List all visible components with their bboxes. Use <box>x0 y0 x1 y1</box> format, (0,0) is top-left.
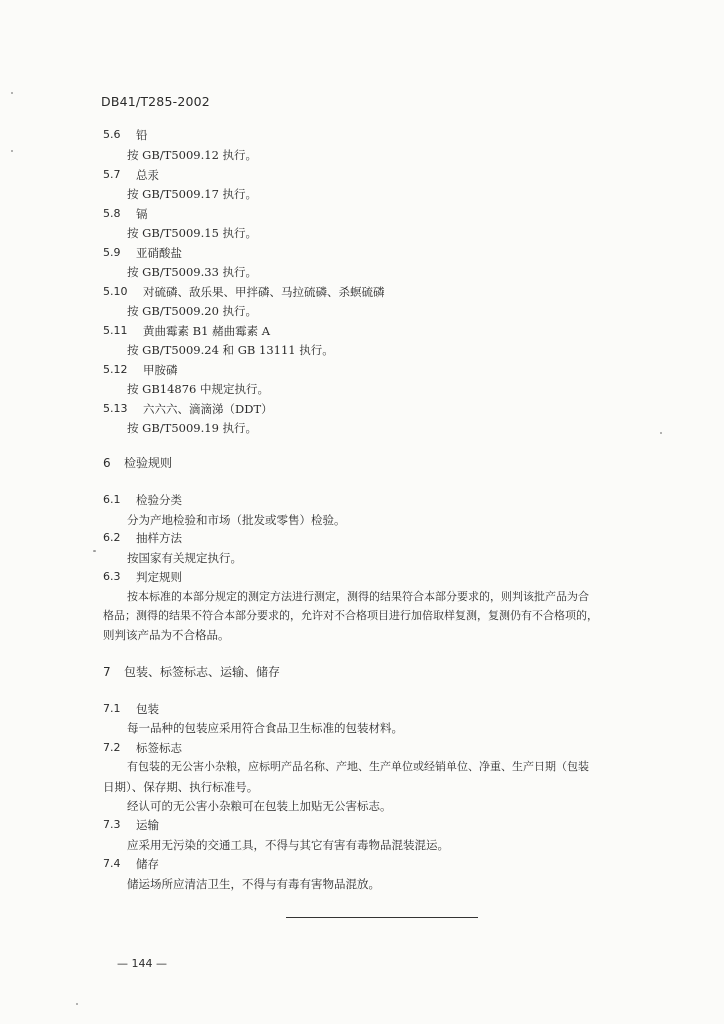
clause-body-line: 日期）、保存期、执行标准号。 <box>103 780 259 794</box>
clause-title: 对硫磷、敌乐果、甲拌磷、马拉硫磷、杀螟硫磷 <box>143 285 385 299</box>
clause-number: 7.1 <box>103 702 121 715</box>
scan-speck <box>76 1003 78 1005</box>
page-number: — 144 — <box>117 957 167 970</box>
clause-number: 5.6 <box>103 128 121 141</box>
clause-title: 抽样方法 <box>136 531 182 545</box>
section-number: 7 <box>103 665 111 679</box>
clause-title: 运输 <box>136 818 159 832</box>
clause-body: 分为产地检验和市场（批发或零售）检验。 <box>127 513 346 527</box>
clause-body: 应采用无污染的交通工具，不得与其它有害有毒物品混装混运。 <box>127 838 449 852</box>
clause-body: 按 GB/T5009.19 执行。 <box>127 421 258 435</box>
section-number: 6 <box>103 456 111 470</box>
scan-speck <box>93 550 96 552</box>
clause-title: 六六六、滴滴涕（DDT） <box>143 402 273 416</box>
clause-body-line: 格品；测得的结果不符合本部分要求的，允许对不合格项目进行加倍取样复测，复测仍有不合格项的， <box>103 609 598 622</box>
clause-body-line: 按本标准的本部分规定的测定方法进行测定，测得的结果符合本部分要求的，则判该批产品为合 <box>127 590 589 603</box>
scan-speck <box>660 432 662 434</box>
clause-title: 包装 <box>136 702 159 716</box>
clause-title: 甲胺磷 <box>143 363 178 377</box>
clause-title: 储存 <box>136 857 159 871</box>
clause-number: 5.7 <box>103 168 121 181</box>
clause-number: 5.9 <box>103 246 121 259</box>
clause-number: 5.11 <box>103 324 128 337</box>
clause-body: 按 GB/T5009.33 执行。 <box>127 265 258 279</box>
clause-body-line: 则判该产品为不合格品。 <box>103 628 230 642</box>
clause-body: 按 GB/T5009.24 和 GB 13111 执行。 <box>127 343 334 357</box>
clause-number: 5.13 <box>103 402 128 415</box>
clause-number: 7.4 <box>103 857 121 870</box>
section-heading: 检验规则 <box>124 456 173 470</box>
clause-body-line: 经认可的无公害小杂粮可在包装上加贴无公害标志。 <box>127 799 392 813</box>
clause-number: 5.8 <box>103 207 121 220</box>
clause-title: 镉 <box>136 207 148 221</box>
clause-body: 按国家有关规定执行。 <box>127 551 242 565</box>
end-rule <box>286 917 478 918</box>
clause-number: 5.12 <box>103 363 128 376</box>
clause-title: 标签标志 <box>136 741 182 755</box>
clause-number: 6.1 <box>103 493 121 506</box>
clause-body: 按 GB/T5009.17 执行。 <box>127 187 258 201</box>
clause-number: 7.2 <box>103 741 121 754</box>
clause-body: 按 GB/T5009.15 执行。 <box>127 226 258 240</box>
clause-number: 5.10 <box>103 285 128 298</box>
clause-body: 储运场所应清洁卫生，不得与有毒有害物品混放。 <box>127 877 380 891</box>
document-code: DB41/T285-2002 <box>101 94 210 109</box>
scan-speck <box>11 150 13 152</box>
clause-number: 6.3 <box>103 570 121 583</box>
clause-title: 黄曲霉素 B1 赭曲霉素 A <box>143 324 271 338</box>
clause-title: 铅 <box>136 128 148 142</box>
clause-number: 7.3 <box>103 818 121 831</box>
scan-speck <box>11 92 13 94</box>
clause-body: 按 GB14876 中规定执行。 <box>127 382 270 396</box>
clause-title: 亚硝酸盐 <box>136 246 182 260</box>
clause-title: 判定规则 <box>136 570 182 584</box>
clause-number: 6.2 <box>103 531 121 544</box>
clause-title: 检验分类 <box>136 493 182 507</box>
clause-body: 按 GB/T5009.12 执行。 <box>127 148 258 162</box>
section-heading: 包装、标签标志、运输、储存 <box>124 665 281 679</box>
clause-title: 总汞 <box>136 168 159 182</box>
clause-body: 按 GB/T5009.20 执行。 <box>127 304 258 318</box>
clause-body-line: 有包装的无公害小杂粮，应标明产品名称、产地、生产单位或经销单位、净重、生产日期（包装 <box>127 760 589 773</box>
clause-body: 每一品种的包装应采用符合食品卫生标准的包装材料。 <box>127 721 403 735</box>
